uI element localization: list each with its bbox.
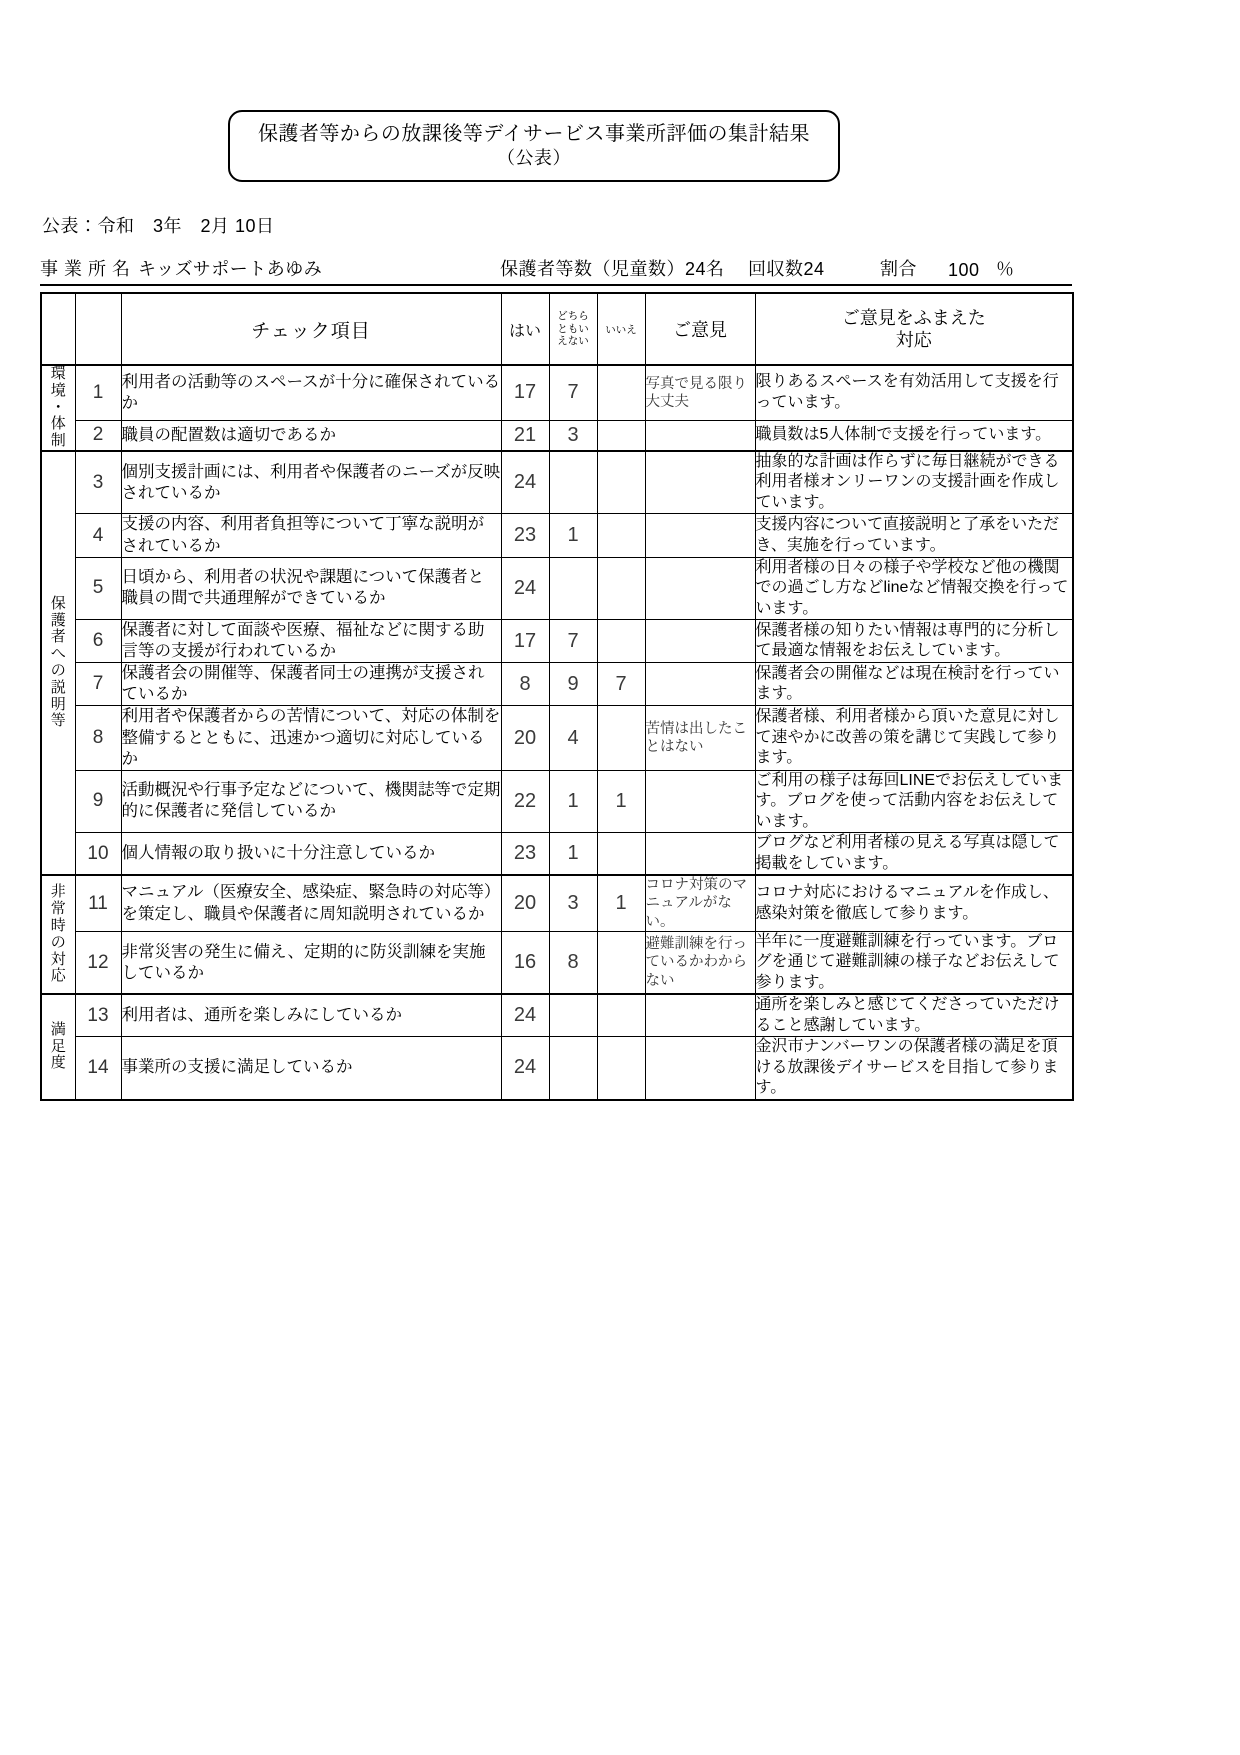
opinion-text (645, 557, 755, 619)
header-response-line2: 対応 (895, 330, 932, 350)
check-item-text: 利用者は、通所を楽しみにしているか (121, 994, 501, 1036)
header-check-item: チェック項目 (121, 293, 501, 365)
category-char: 体 (50, 415, 66, 433)
category-char: の (50, 933, 66, 951)
table-row (41, 833, 1073, 875)
category-cell (41, 875, 75, 994)
count-yes: 24 (501, 1037, 549, 1100)
response-text: 半年に一度避難訓練を行っています。ブログを通じて避難訓練の様子などお伝えして参ります。 (755, 931, 1073, 994)
check-item-text: 職員の配置数は適切であるか (121, 420, 501, 451)
count-neither (549, 451, 597, 514)
count-neither: 3 (549, 420, 597, 451)
header-neither-line1: どちら (557, 310, 589, 323)
opinion-text (645, 1037, 755, 1100)
count-yes: 24 (501, 994, 549, 1036)
check-item-text: 非常災害の発生に備え、定期的に防災訓練を実施しているか (121, 931, 501, 994)
opinion-text (645, 833, 755, 875)
count-no (597, 833, 645, 875)
category-char: 足 (50, 1037, 66, 1055)
count-neither: 4 (549, 706, 597, 770)
opinion-text (645, 420, 755, 451)
count-no: 7 (597, 663, 645, 706)
opinion-text: コロナ対策のマニュアルがない。 (645, 875, 755, 931)
header-neither (549, 293, 597, 365)
header-neither-line3: えない (557, 335, 589, 348)
count-no (597, 514, 645, 557)
row-number: 6 (75, 620, 121, 663)
count-neither: 1 (549, 833, 597, 875)
response-text: 保護者様の知りたい情報は専門的に分析して最適な情報をお伝えしています。 (755, 620, 1073, 663)
count-yes: 16 (501, 931, 549, 994)
count-neither (549, 1037, 597, 1100)
check-item-text: 日頃から、利用者の状況や課題について保護者と職員の間で共通理解ができているか (121, 557, 501, 619)
row-number: 10 (75, 833, 121, 875)
table-row (41, 420, 1073, 451)
count-neither: 7 (549, 620, 597, 663)
table-row (41, 620, 1073, 663)
category-char: 制 (50, 432, 66, 450)
row-number: 5 (75, 557, 121, 619)
category-char: 保 (50, 594, 66, 612)
guardian-count: 保護者等数（児童数）24名 (500, 259, 725, 279)
response-text: 抽象的な計画は作らずに毎日継続ができる利用者様オンリーワンの支援計画を作成しています。 (755, 451, 1073, 514)
response-text: 職員数は5人体制で支援を行っています。 (755, 420, 1073, 451)
row-number: 1 (75, 365, 121, 420)
category-char: 説 (50, 678, 66, 696)
ratio-unit: ％ (996, 259, 1015, 279)
count-neither (549, 557, 597, 619)
opinion-text (645, 514, 755, 557)
header-opinion: ご意見 (645, 293, 755, 365)
opinion-text (645, 620, 755, 663)
response-text: ブログなど利用者様の見える写真は隠して掲載をしています。 (755, 833, 1073, 875)
category-cell (41, 365, 75, 451)
publication-date: 公表：令和 3年 2月 10日 (42, 216, 275, 236)
category-char: 満 (50, 1020, 66, 1038)
count-neither: 3 (549, 875, 597, 931)
category-label-vertical (42, 366, 75, 450)
row-number: 2 (75, 420, 121, 451)
header-no-answer: いいえ (597, 293, 645, 365)
check-item-text: 支援の内容、利用者負担等について丁寧な説明がされているか (121, 514, 501, 557)
office-name-value: キッズサポートあゆみ (138, 259, 323, 279)
collected-count: 回収数24 (748, 259, 825, 279)
count-no (597, 451, 645, 514)
check-item-text: マニュアル（医療安全、感染症、緊急時の対応等）を策定し、職員や保護者に周知説明されているか (121, 875, 501, 931)
page-subtitle: （公表） (497, 148, 571, 169)
count-no (597, 365, 645, 420)
count-no (597, 706, 645, 770)
category-char: 時 (50, 916, 66, 934)
opinion-text: 写真で見る限り大丈夫 (645, 365, 755, 420)
response-text: 保護者会の開催などは現在検討を行っています。 (755, 663, 1073, 706)
count-neither (549, 994, 597, 1036)
header-no (75, 293, 121, 365)
category-char: 境 (50, 381, 66, 399)
response-text: 金沢市ナンバーワンの保護者様の満足を頂ける放課後デイサービスを目指して参ります。 (755, 1037, 1073, 1100)
check-item-text: 利用者や保護者からの苦情について、対応の体制を整備するとともに、迅速かつ適切に対応しているか (121, 706, 501, 770)
category-label-vertical (42, 596, 75, 730)
category-char: 環 (50, 365, 66, 382)
count-no (597, 1037, 645, 1100)
count-no: 1 (597, 770, 645, 832)
check-item-text: 活動概況や行事予定などについて、機関誌等で定期的に保護者に発信しているか (121, 770, 501, 832)
header-response-line1: ご意見をふまえた (841, 307, 986, 328)
table-row (41, 557, 1073, 619)
row-number: 4 (75, 514, 121, 557)
row-number: 14 (75, 1037, 121, 1100)
row-number: 12 (75, 931, 121, 994)
category-char: へ (50, 645, 66, 663)
table-row (41, 706, 1073, 770)
header-category (41, 293, 75, 365)
count-no (597, 994, 645, 1036)
response-text: 通所を楽しみと感じてくださっていただけること感謝しています。 (755, 994, 1073, 1036)
opinion-text (645, 994, 755, 1036)
table-row (41, 994, 1073, 1036)
check-item-text: 保護者に対して面談や医療、福祉などに関する助言等の支援が行われているか (121, 620, 501, 663)
category-cell (41, 994, 75, 1099)
count-no (597, 557, 645, 619)
count-neither: 9 (549, 663, 597, 706)
row-number: 9 (75, 770, 121, 832)
category-char: ・ (50, 398, 66, 416)
office-meta-row (40, 252, 1072, 286)
count-yes: 17 (501, 620, 549, 663)
header-yes: はい (501, 293, 549, 365)
category-label-vertical (42, 1022, 75, 1072)
opinion-text: 避難訓練を行っているかわからない (645, 931, 755, 994)
opinion-text (645, 451, 755, 514)
count-yes: 22 (501, 770, 549, 832)
row-number: 11 (75, 875, 121, 931)
opinion-text: 苦情は出したことはない (645, 706, 755, 770)
count-yes: 23 (501, 514, 549, 557)
category-char: 者 (50, 628, 66, 646)
count-yes: 8 (501, 663, 549, 706)
table-header-row (41, 293, 1073, 365)
opinion-text (645, 770, 755, 832)
count-neither: 1 (549, 514, 597, 557)
count-yes: 17 (501, 365, 549, 420)
count-neither: 1 (549, 770, 597, 832)
count-yes: 24 (501, 451, 549, 514)
response-text: コロナ対応におけるマニュアルを作成し、感染対策を徹底して参ります。 (755, 875, 1073, 931)
row-number: 3 (75, 451, 121, 514)
header-neither-line2: ともい (557, 322, 589, 335)
count-neither: 8 (549, 931, 597, 994)
page-title: 保護者等からの放課後等デイサービス事業所評価の集計結果 (257, 123, 811, 146)
document-title-box (228, 110, 840, 182)
response-text: 利用者様の日々の様子や学校など他の機関での過ごし方などlineなど情報交換を行っています。 (755, 557, 1073, 619)
row-number: 8 (75, 706, 121, 770)
category-char: 応 (50, 967, 66, 985)
table-row (41, 875, 1073, 931)
category-char: 非 (50, 883, 66, 901)
category-char: 護 (50, 611, 66, 629)
check-item-text: 事業所の支援に満足しているか (121, 1037, 501, 1100)
category-char: 常 (50, 900, 66, 918)
table-row (41, 365, 1073, 420)
row-number: 7 (75, 663, 121, 706)
evaluation-table (40, 292, 1074, 1101)
count-neither: 7 (549, 365, 597, 420)
category-char: 度 (50, 1054, 66, 1072)
count-yes: 21 (501, 420, 549, 451)
count-yes: 24 (501, 557, 549, 619)
table-row (41, 514, 1073, 557)
table-row (41, 451, 1073, 514)
header-response (755, 293, 1073, 365)
response-text: 支援内容について直接説明と了承をいただき、実施を行っています。 (755, 514, 1073, 557)
response-text: 限りあるスペースを有効活用して支援を行っています。 (755, 365, 1073, 420)
table-row (41, 931, 1073, 994)
category-char: 対 (50, 950, 66, 968)
opinion-text (645, 663, 755, 706)
category-label-vertical (42, 884, 75, 985)
check-item-text: 個別支援計画には、利用者や保護者のニーズが反映されているか (121, 451, 501, 514)
row-number: 13 (75, 994, 121, 1036)
category-char: 明 (50, 695, 66, 713)
response-text: ご利用の様子は毎回LINEでお伝えしています。ブログを使って活動内容をお伝えしています。 (755, 770, 1073, 832)
office-name-label: 事 業 所 名 (40, 259, 131, 279)
count-yes: 20 (501, 875, 549, 931)
category-cell (41, 451, 75, 875)
count-no: 1 (597, 875, 645, 931)
category-char: の (50, 662, 66, 680)
check-item-text: 利用者の活動等のスペースが十分に確保されているか (121, 365, 501, 420)
category-char: 等 (50, 712, 66, 730)
count-yes: 20 (501, 706, 549, 770)
ratio-value: 100 (948, 260, 980, 280)
count-no (597, 931, 645, 994)
count-no (597, 420, 645, 451)
check-item-text: 保護者会の開催等、保護者同士の連携が支援されているか (121, 663, 501, 706)
table-row (41, 663, 1073, 706)
table-row (41, 1037, 1073, 1100)
ratio-label: 割合 (880, 259, 917, 279)
count-no (597, 620, 645, 663)
check-item-text: 個人情報の取り扱いに十分注意しているか (121, 833, 501, 875)
response-text: 保護者様、利用者様から頂いた意見に対して速やかに改善の策を講じて実践して参ります。 (755, 706, 1073, 770)
table-row (41, 770, 1073, 832)
count-yes: 23 (501, 833, 549, 875)
